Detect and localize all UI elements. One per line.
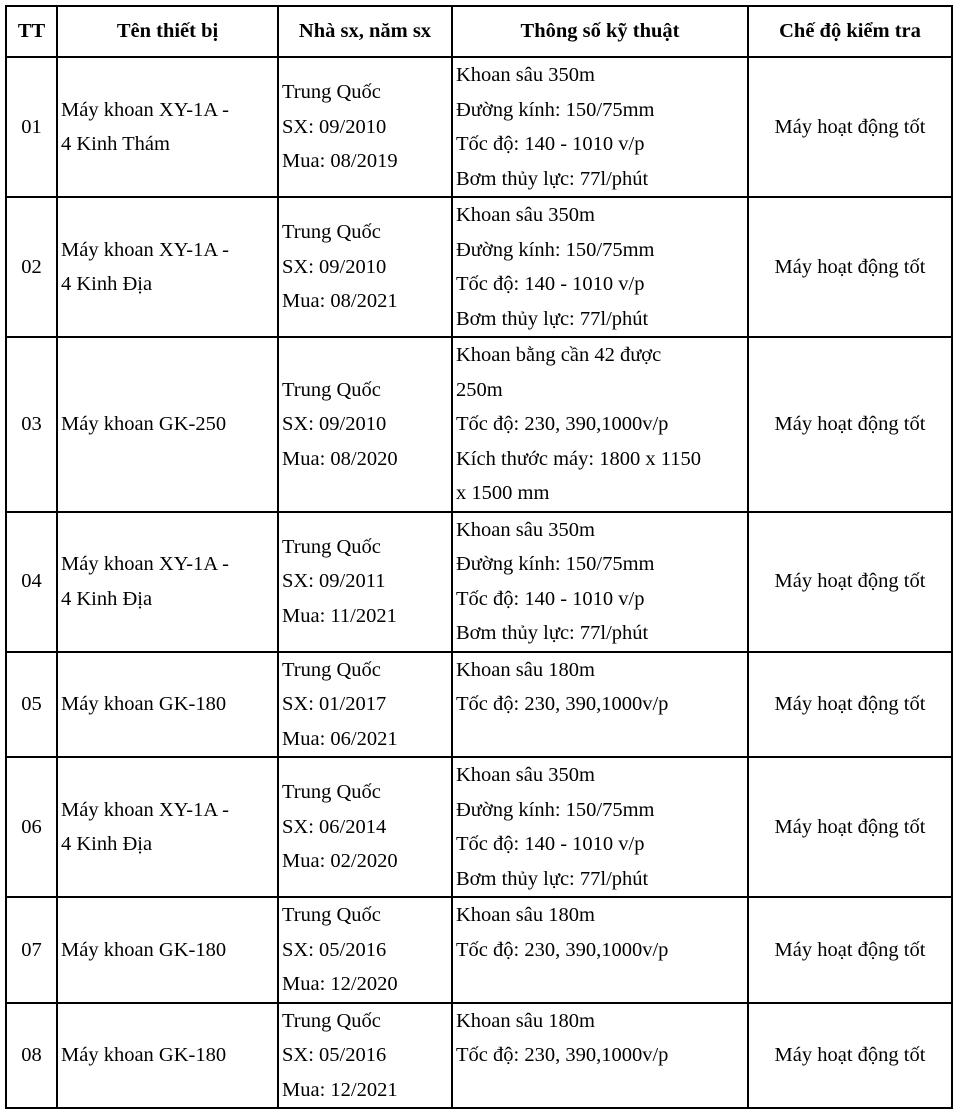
maker-line: Mua: 08/2020 [282, 447, 398, 470]
spec-line: x 1500 mm [456, 482, 550, 504]
row-number: 04 [6, 512, 57, 652]
maker-line: SX: 09/2010 [282, 115, 387, 138]
inspection-status: Máy hoạt động tốt [748, 897, 952, 1003]
maker-line: Mua: 12/2021 [282, 1078, 398, 1101]
maker-line: Trung Quốc [282, 535, 381, 558]
table-row [6, 757, 952, 897]
header-maker: Nhà sx, năm sx [278, 6, 452, 57]
spec-line: Đường kính: 150/75mm [456, 553, 655, 575]
spec-line: Tốc độ: 230, 390,1000v/p [456, 693, 669, 715]
maker-info [278, 57, 452, 197]
spec-line: Kích thước máy: 1800 x 1150 [456, 447, 701, 470]
inspection-status: Máy hoạt động tốt [748, 1003, 952, 1109]
maker-info [278, 337, 452, 512]
equipment-name [57, 337, 278, 512]
table-row [6, 57, 952, 197]
technical-specs [452, 1003, 748, 1109]
spec-line: Đường kính: 150/75mm [456, 238, 655, 261]
table-row [6, 1003, 952, 1109]
header-specs: Thông số kỹ thuật [452, 6, 748, 57]
header-status: Chế độ kiểm tra [748, 6, 952, 57]
name-line: Máy khoan XY-1A - [61, 238, 229, 261]
inspection-status: Máy hoạt động tốt [748, 337, 952, 512]
spec-line: Khoan bằng cần 42 được [456, 344, 662, 366]
maker-line: Mua: 11/2021 [282, 604, 397, 627]
technical-specs [452, 897, 748, 1003]
equipment-name [57, 57, 278, 197]
spec-line: Đường kính: 150/75mm [456, 98, 655, 121]
row-number: 03 [6, 337, 57, 512]
row-number: 08 [6, 1003, 57, 1109]
inspection-status: Máy hoạt động tốt [748, 757, 952, 897]
spec-line: Khoan sâu 180m [456, 904, 595, 926]
row-number: 05 [6, 652, 57, 758]
technical-specs [452, 337, 748, 512]
spec-line: Bơm thủy lực: 77l/phút [456, 307, 649, 330]
row-number: 02 [6, 197, 57, 337]
equipment-name [57, 512, 278, 652]
spec-line: Tốc độ: 140 - 1010 v/p [456, 833, 645, 855]
name-line: Máy khoan GK-180 [61, 938, 227, 961]
name-line: 4 Kinh Địa [61, 587, 153, 610]
name-line: 4 Kinh Địa [61, 273, 153, 295]
technical-specs [452, 757, 748, 897]
maker-line: Mua: 12/2020 [282, 973, 398, 995]
maker-line: Mua: 08/2021 [282, 290, 398, 313]
spec-line: Khoan sâu 180m [456, 1009, 595, 1032]
maker-line: SX: 09/2011 [282, 570, 386, 593]
equipment-name [57, 1003, 278, 1109]
maker-line: Trung Quốc [282, 904, 381, 926]
spec-line: 250m [456, 378, 503, 401]
spec-line: Khoan sâu 180m [456, 658, 595, 681]
maker-line: SX: 05/2016 [282, 1044, 387, 1066]
spec-line: Khoan sâu 350m [456, 518, 595, 541]
name-line: 4 Kinh Thám [61, 133, 170, 155]
name-line: Máy khoan GK-180 [61, 693, 227, 715]
equipment-name [57, 897, 278, 1003]
equipment-table [5, 5, 953, 1109]
spec-line: Khoan sâu 350m [456, 64, 595, 86]
maker-info [278, 652, 452, 758]
spec-line: Tốc độ: 140 - 1010 v/p [456, 273, 645, 295]
maker-line: SX: 01/2017 [282, 693, 387, 715]
equipment-name [57, 757, 278, 897]
table-row [6, 337, 952, 512]
maker-info [278, 197, 452, 337]
spec-line: Tốc độ: 140 - 1010 v/p [456, 587, 645, 610]
spec-line: Đường kính: 150/75mm [456, 798, 655, 821]
name-line: Máy khoan XY-1A - [61, 98, 229, 121]
maker-line: Mua: 06/2021 [282, 727, 398, 750]
header-name: Tên thiết bị [57, 6, 278, 57]
name-line: 4 Kinh Địa [61, 833, 153, 855]
header-row [6, 6, 952, 57]
name-line: Máy khoan GK-250 [61, 413, 227, 435]
maker-info [278, 757, 452, 897]
maker-line: SX: 09/2010 [282, 413, 387, 435]
spec-line: Tốc độ: 230, 390,1000v/p [456, 413, 669, 435]
maker-line: Trung Quốc [282, 658, 381, 681]
table-row [6, 512, 952, 652]
header-tt: TT [6, 6, 57, 57]
spec-line: Tốc độ: 140 - 1010 v/p [456, 133, 645, 155]
technical-specs [452, 652, 748, 758]
name-line: Máy khoan XY-1A - [61, 553, 229, 575]
spec-line: Bơm thủy lực: 77l/phút [456, 867, 649, 890]
spec-line: Khoan sâu 350m [456, 204, 595, 226]
maker-line: Trung Quốc [282, 378, 381, 401]
name-line: Máy khoan XY-1A - [61, 798, 229, 821]
spec-line: Khoan sâu 350m [456, 764, 595, 786]
equipment-name [57, 652, 278, 758]
maker-line: Trung Quốc [282, 781, 381, 804]
inspection-status: Máy hoạt động tốt [748, 512, 952, 652]
maker-info [278, 1003, 452, 1109]
spec-line: Tốc độ: 230, 390,1000v/p [456, 1044, 669, 1066]
row-number: 01 [6, 57, 57, 197]
maker-line: Trung Quốc [282, 221, 381, 244]
equipment-name [57, 197, 278, 337]
technical-specs [452, 57, 748, 197]
maker-line: SX: 09/2010 [282, 255, 387, 278]
technical-specs [452, 512, 748, 652]
maker-info [278, 897, 452, 1003]
row-number: 06 [6, 757, 57, 897]
maker-line: SX: 06/2014 [282, 815, 387, 838]
row-number: 07 [6, 897, 57, 1003]
spec-line: Bơm thủy lực: 77l/phút [456, 622, 649, 644]
name-line: Máy khoan GK-180 [61, 1044, 227, 1066]
table-row [6, 652, 952, 758]
spec-line: Bơm thủy lực: 77l/phút [456, 167, 649, 190]
maker-line: Trung Quốc [282, 1009, 381, 1032]
table-row [6, 197, 952, 337]
inspection-status: Máy hoạt động tốt [748, 57, 952, 197]
inspection-status: Máy hoạt động tốt [748, 197, 952, 337]
technical-specs [452, 197, 748, 337]
maker-line: Trung Quốc [282, 81, 381, 104]
maker-line: SX: 05/2016 [282, 938, 387, 961]
inspection-status: Máy hoạt động tốt [748, 652, 952, 758]
spec-line: Tốc độ: 230, 390,1000v/p [456, 938, 669, 961]
maker-line: Mua: 02/2020 [282, 850, 398, 873]
maker-line: Mua: 08/2019 [282, 150, 398, 173]
table-row [6, 897, 952, 1003]
maker-info [278, 512, 452, 652]
